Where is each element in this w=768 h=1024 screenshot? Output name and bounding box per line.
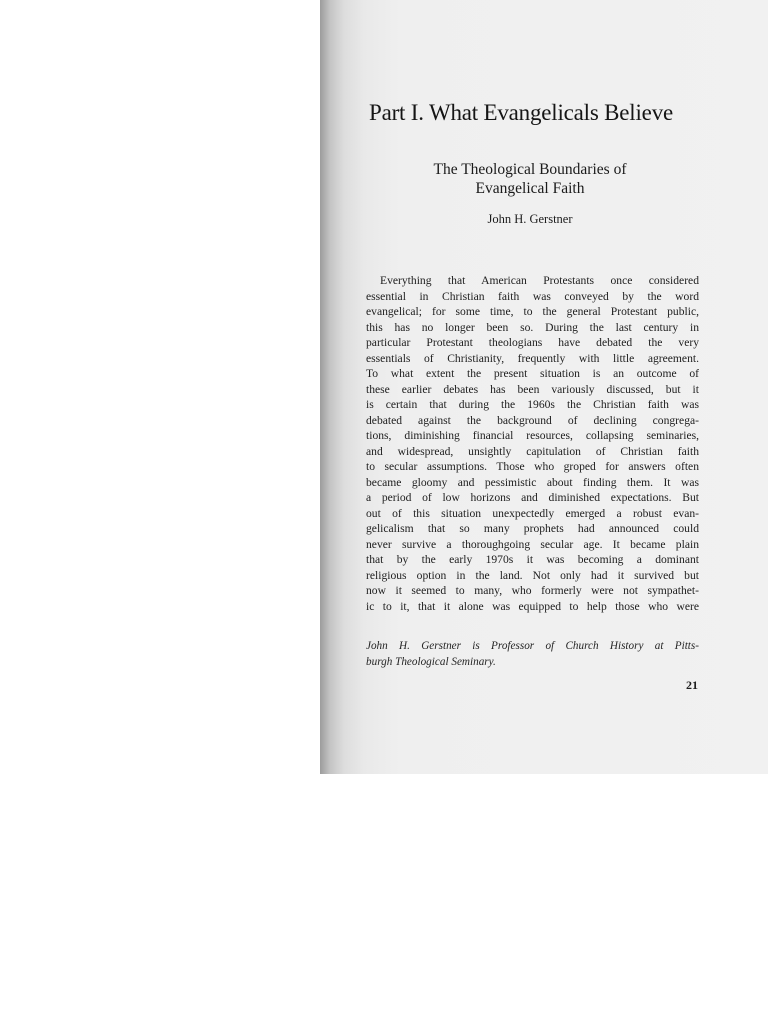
body-line: that by the early 1970s it was becoming a dominant — [366, 553, 699, 566]
body-line: evangelical; for some time, to the general Protestant public, — [366, 305, 699, 318]
body-line: these earlier debates has been variously discussed, but it — [366, 382, 699, 396]
page-number: 21 — [686, 678, 698, 692]
chapter-title-line: Evangelical Faith — [475, 180, 585, 197]
part-title: Part I. What Evangelicals Believe — [369, 100, 674, 125]
body-line: religious option in the land. Not only had it survived but — [366, 568, 699, 582]
blank-margin — [0, 0, 320, 774]
footnote-line: John H. Gerstner is Professor of Church History at Pitts- — [366, 640, 699, 652]
body-line: a period of low horizons and diminished expectations. But — [366, 491, 699, 504]
body-line: essentials of Christianity, frequently with little agreement. — [366, 351, 699, 365]
body-line: tions, diminishing financial resources, collapsing seminaries, — [366, 429, 699, 442]
body-line: Everything that American Protestants once considered — [380, 274, 699, 287]
body-line: this has no longer been so. During the last century in — [366, 320, 699, 334]
body-line: became gloomy and pessimistic about finding them. It was — [366, 475, 699, 489]
body-line: out of this situation unexpectedly emerged a robust evan- — [366, 506, 699, 520]
footnote-line: burgh Theological Seminary. — [366, 656, 496, 668]
body-line: never survive a thoroughgoing secular age. It became plain — [366, 537, 699, 551]
author-footnote — [366, 638, 699, 670]
author-name: John H. Gerstner — [487, 212, 573, 226]
body-line: essential in Christian faith was conveyed by the word — [366, 289, 699, 303]
body-line: debated against the background of declining congrega- — [366, 413, 699, 427]
body-line: is certain that during the 1960s the Christian faith was — [366, 398, 699, 411]
chapter-title — [380, 160, 680, 198]
body-line: To what extent the present situation is an outcome of — [366, 367, 699, 380]
chapter-title-line: The Theological Boundaries of — [433, 161, 627, 178]
body-line: gelicalism that so many prophets had announced could — [366, 522, 699, 535]
body-paragraph — [366, 273, 699, 614]
body-line: ic to it, that it alone was equipped to help those who were — [366, 599, 699, 613]
body-line: now it seemed to many, who formerly were not sympathet- — [366, 584, 699, 597]
body-line: particular Protestant theologians have debated the very — [366, 336, 699, 349]
scanned-book-page — [320, 0, 768, 774]
body-line: and widespread, unsightly capitulation of Christian faith — [366, 444, 699, 458]
body-line: to secular assumptions. Those who groped for answers often — [366, 460, 699, 473]
